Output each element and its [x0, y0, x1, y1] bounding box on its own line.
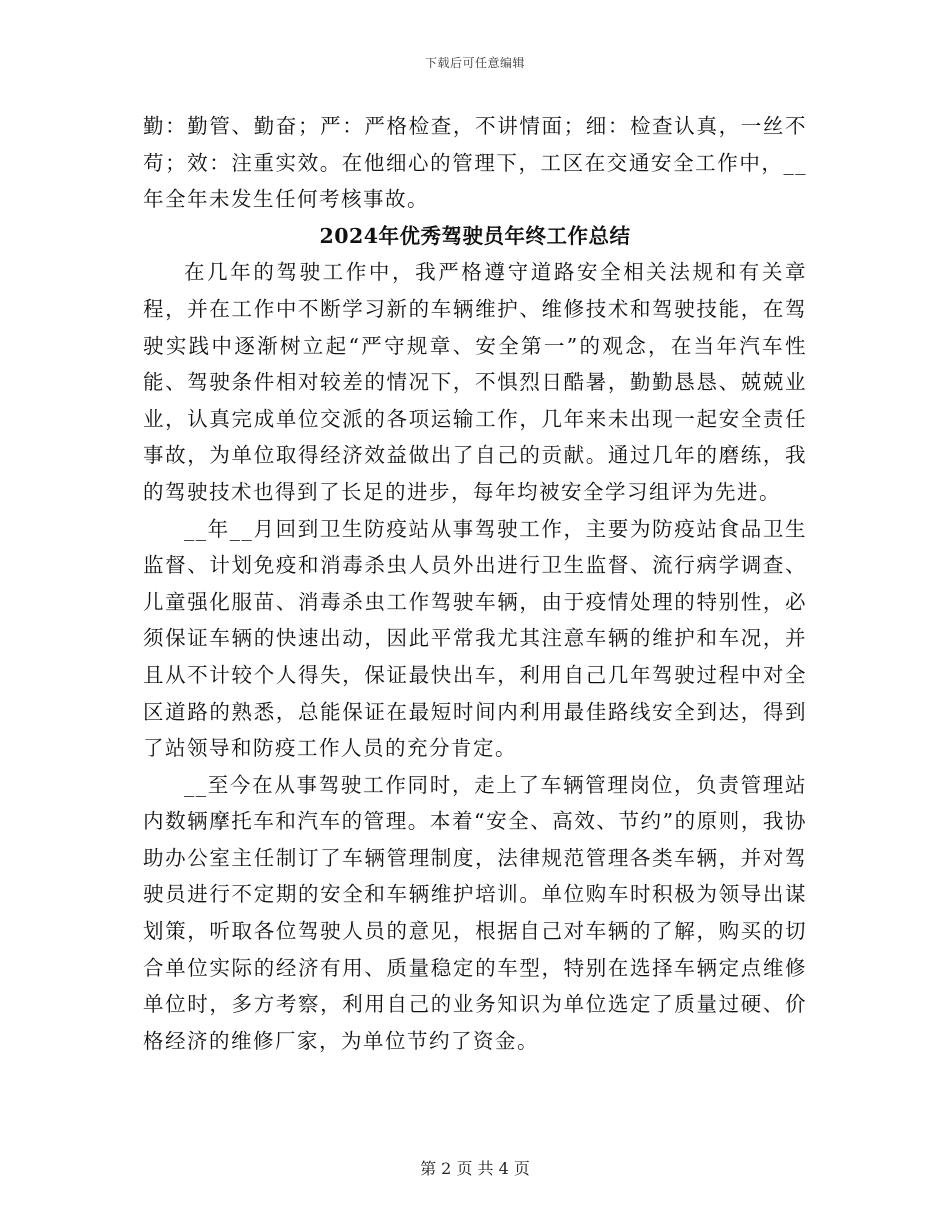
document-title: 2024年优秀驾驶员年终工作总结	[319, 223, 631, 248]
paragraph-2: __年__月回到卫生防疫站从事驾驶工作，主要为防疫站食品卫生监督、计划免疫和消毒杀虫人员外出进行卫生监督、流行病学调查、儿童强化服苗、消毒杀虫工作驾驶车辆，由于疫情处理的特别性，必须保证车辆的快速出动，因此平常我尤其注意车辆的维护和车况，并且从不计较个人得失，保证最快出车，利用自己几年驾驶过程中对全区道路的熟悉，总能保证在最短时间内利用最佳路线安全到达，得到了站领导和防疫工作人员的充分肯定。	[143, 516, 807, 761]
page-header: 下载后可任意编辑	[424, 56, 525, 70]
intro-paragraph: 勤：勤管、勤奋；严：严格检查，不讲情面；细：检查认真，一丝不苟；效：注重实效。在他细心的管理下，工区在交通安全工作中，__年全年未发生任何考核事故。	[143, 114, 807, 212]
document-body	[143, 108, 807, 1059]
page-number: 第 2 页 共 4 页	[420, 1159, 530, 1178]
paragraph-1: 在几年的驾驶工作中，我严格遵守道路安全相关法规和有关章程，并在工作中不断学习新的车辆维护、维修技术和驾驶技能，在驾驶实践中逐渐树立起“严守规章、安全第一”的观念，在当年汽车性能、驾驶条件相对较差的情况下，不惧烈日酷暑，勤勤恳恳、兢兢业业，认真完成单位交派的各项运输工作，几年来未出现一起安全责任事故，为单位取得经济效益做出了自己的贡献。通过几年的磨练，我的驾驶技术也得到了长足的进步，每年均被安全学习组评为先进。	[143, 260, 807, 504]
paragraph-3: __至今在从事驾驶工作同时，走上了车辆管理岗位，负责管理站内数辆摩托车和汽车的管理。本着“安全、高效、节约”的原则，我协助办公室主任制订了车辆管理制度，法律规范管理各类车辆，并对驾驶员进行不定期的安全和车辆维护培训。单位购车时积极为领导出谋划策，听取各位驾驶人员的意见，根据自己对车辆的了解，购买的切合单位实际的经济有用、质量稳定的车型，特别在选择车辆定点维修单位时，多方考察，利用自己的业务知识为单位选定了质量过硬、价格经济的维修厂家，为单位节约了资金。	[143, 772, 807, 1053]
